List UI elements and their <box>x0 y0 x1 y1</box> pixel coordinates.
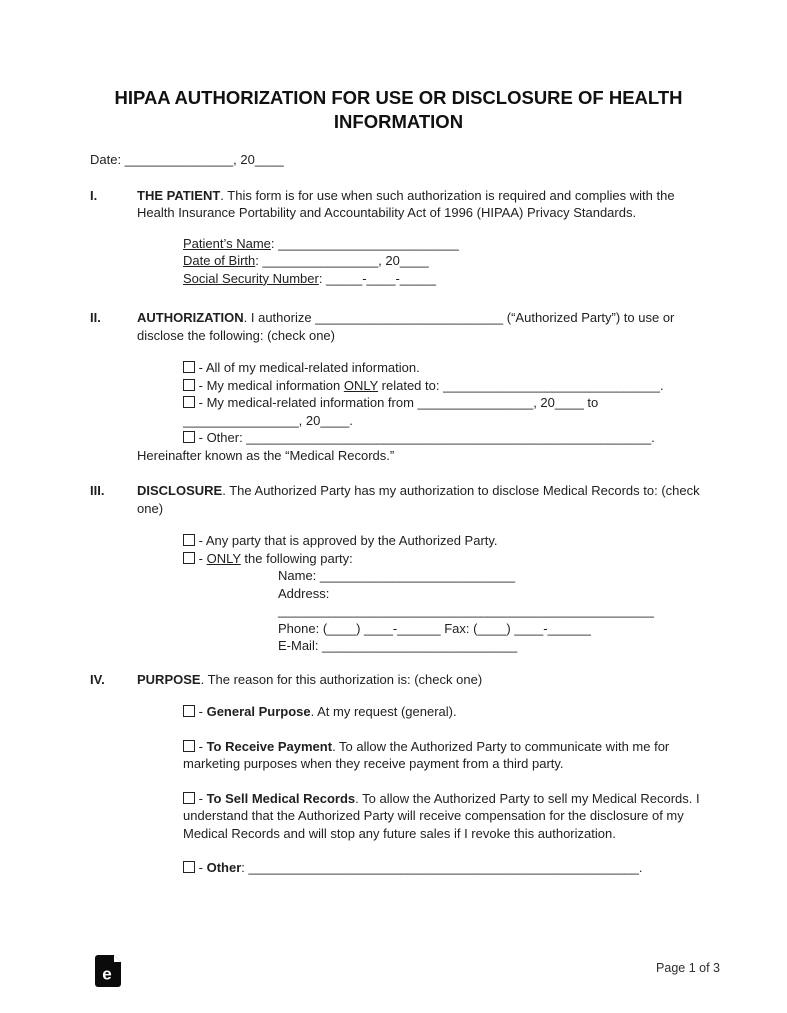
section-disclosure-intro <box>137 482 707 517</box>
option-text: . At my request (general). <box>310 704 457 719</box>
section-number-i: I. <box>90 187 98 203</box>
page-number-label: Page 1 of 3 <box>656 961 720 975</box>
option-only-related-to <box>183 377 707 395</box>
option-text: - <box>198 860 207 875</box>
disclosure-options <box>183 532 707 655</box>
option-text-bold: General Purpose <box>206 704 311 719</box>
document-title: HIPAA AUTHORIZATION FOR USE OR DISCLOSURE OF HEALTH INFORMATION <box>114 87 683 132</box>
checkbox-icon[interactable] <box>183 379 195 391</box>
option-text: - Any party that is approved by the Authorized Party. <box>198 533 498 548</box>
section-intro-text: . The Authorized Party has my authorization to disclose Medical Records to: (check one) <box>137 483 700 516</box>
field-party-address[interactable]: Address: ____________________________________________________ <box>278 585 654 618</box>
option-text-underlined: ONLY <box>343 377 379 393</box>
option-to-sell-medical-records <box>183 790 707 843</box>
field-patient-name[interactable] <box>183 235 707 253</box>
option-text: - <box>198 704 207 719</box>
field-social-security-number[interactable] <box>183 270 707 288</box>
option-text-underlined: ONLY <box>206 550 241 566</box>
authorization-options <box>183 359 707 447</box>
checkbox-icon[interactable] <box>183 552 195 564</box>
option-text: the following party: <box>240 550 353 566</box>
checkbox-icon[interactable] <box>183 361 195 373</box>
field-blank: : ________________, 20____ <box>255 253 429 268</box>
section-intro-text: . This form is for use when such authorization is required and complies with the Health Insurance Portability and Accountability Act of 1996 (HIPAA) Privacy Standards. <box>137 187 675 220</box>
option-date-range <box>183 394 707 429</box>
section-heading: PURPOSE <box>137 671 201 687</box>
checkbox-icon[interactable] <box>183 534 195 546</box>
checkbox-icon[interactable] <box>183 740 195 752</box>
option-purpose-other <box>183 859 707 877</box>
section-purpose-body <box>137 671 707 877</box>
section-disclosure <box>90 482 707 655</box>
option-text: - <box>198 790 207 806</box>
section-authorization-body <box>137 309 707 464</box>
field-party-name[interactable]: Name: ___________________________ <box>278 568 516 583</box>
patient-fields <box>183 235 707 288</box>
option-text-bold: To Sell Medical Records <box>206 790 356 806</box>
option-text: - My medical-related information from ________________, 20____ to ________________, 20____. <box>183 395 599 428</box>
field-party-phone-fax[interactable]: Phone: (____) ____-______ Fax: (____) ____-______ <box>278 620 591 636</box>
party-contact-fields <box>278 567 707 655</box>
field-blank: : _____-____-_____ <box>318 270 436 286</box>
option-text: - <box>198 550 207 566</box>
eforms-logo-icon <box>95 955 121 987</box>
section-heading: THE PATIENT <box>137 187 221 203</box>
checkbox-icon[interactable] <box>183 792 195 804</box>
section-heading: AUTHORIZATION <box>137 310 244 325</box>
section-the-patient <box>90 187 707 288</box>
section-authorization <box>90 309 707 464</box>
field-blank: : _________________________ <box>270 235 459 251</box>
option-text-bold: Other <box>206 860 242 875</box>
option-to-receive-payment <box>183 738 707 773</box>
checkbox-icon[interactable] <box>183 431 195 443</box>
section-the-patient-body <box>137 187 707 288</box>
option-text: - <box>198 738 207 754</box>
section-number-iv: IV. <box>90 671 105 687</box>
option-other <box>183 429 707 447</box>
option-any-approved-party <box>183 532 707 550</box>
medical-records-footnote: Hereinafter known as the “Medical Records.” <box>137 447 395 463</box>
field-label: Patient’s Name <box>183 235 271 251</box>
section-authorization-intro <box>137 309 707 344</box>
section-heading: DISCLOSURE <box>137 483 223 498</box>
section-intro-text: . The reason for this authorization is: (check one) <box>200 671 483 687</box>
section-the-patient-intro <box>137 187 707 222</box>
section-purpose-intro <box>137 671 707 689</box>
purpose-options <box>183 703 707 877</box>
section-purpose <box>90 671 707 877</box>
option-only-following-party <box>183 550 707 568</box>
option-text: - Other: ________________________________________________________. <box>198 430 655 445</box>
section-number-ii: II. <box>90 310 101 325</box>
field-party-email[interactable]: E-Mail: ___________________________ <box>278 638 518 653</box>
option-text: - All of my medical-related information. <box>198 360 420 375</box>
option-all-medical-info <box>183 359 707 377</box>
option-text: related to: ______________________________. <box>378 377 664 393</box>
checkbox-icon[interactable] <box>183 861 195 873</box>
option-text: - My medical information <box>198 377 344 393</box>
section-disclosure-body <box>137 482 707 655</box>
logo-letter: e <box>102 964 112 984</box>
option-text: . To allow the Authorized Party to sell my Medical Records. I understand that the Authorized Party will receive compensation for the disclosure of my Medical Records and will stop any future sales if I revoke this authorization. <box>183 790 700 841</box>
option-text: : ______________________________________________________. <box>241 860 643 875</box>
date-line[interactable]: Date: _______________, 20____ <box>90 152 284 167</box>
option-text: . To allow the Authorized Party to communicate with me for marketing purposes when they receive payment from a third party. <box>183 738 670 771</box>
section-number-iii: III. <box>90 483 105 498</box>
option-general-purpose <box>183 703 707 721</box>
field-label: Social Security Number <box>183 270 319 286</box>
field-label: Date of Birth <box>183 253 256 268</box>
section-intro-text: . I authorize __________________________ (“Authorized Party”) to use or disclose the following: (check one) <box>137 310 675 343</box>
option-text-bold: To Receive Payment <box>206 738 333 754</box>
field-date-of-birth[interactable] <box>183 252 707 270</box>
checkbox-icon[interactable] <box>183 705 195 717</box>
checkbox-icon[interactable] <box>183 396 195 408</box>
